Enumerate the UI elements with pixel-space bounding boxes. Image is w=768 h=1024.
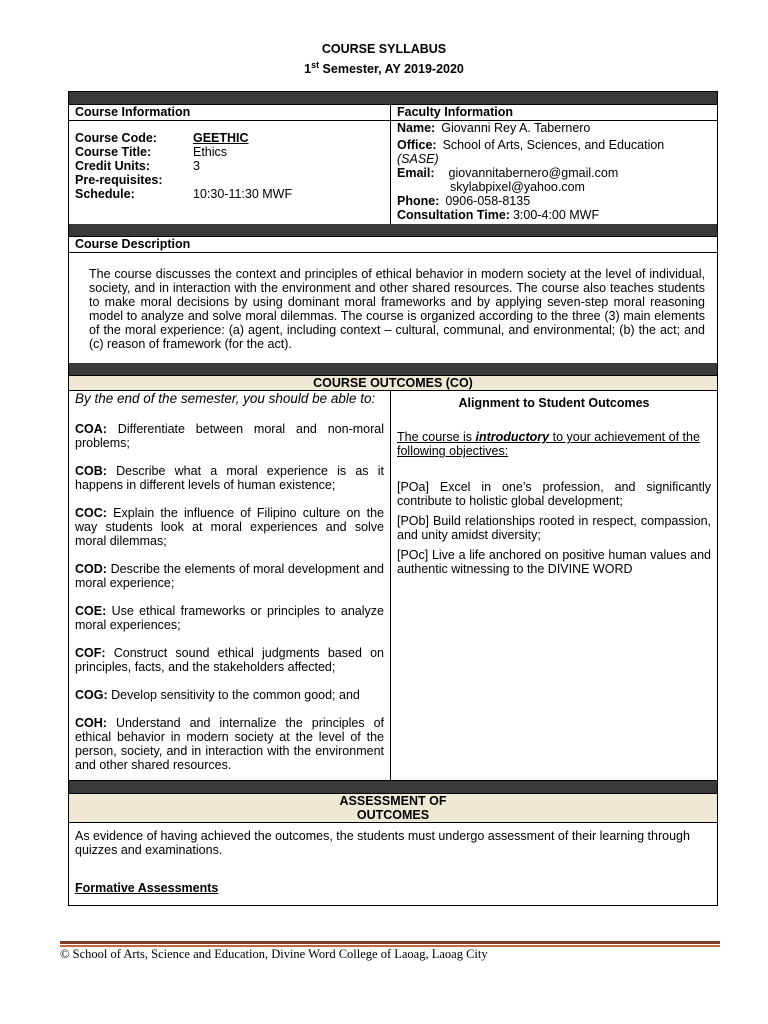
semester-text: Semester, AY 2019-2020	[319, 62, 464, 77]
outcome-code: COG:	[75, 688, 108, 702]
assessment-heading	[69, 793, 717, 823]
outcome-item	[75, 646, 384, 674]
outcome-code: COA:	[75, 422, 107, 436]
course-outcomes-panel	[69, 391, 391, 780]
phone-value: 0906-058-8135	[445, 194, 531, 208]
outcome-text: Describe the elements of moral development and moral experience;	[75, 562, 384, 590]
outcome-text: Explain the influence of Filipino culture on the way students look at moral experiences and solve moral dilemmas;	[75, 506, 384, 548]
course-outcomes-heading: COURSE OUTCOMES (CO)	[69, 375, 717, 391]
course-title-value: Ethics	[193, 145, 228, 159]
outcome-item	[75, 422, 384, 450]
email-primary[interactable]: giovannitabernero@gmail.com	[448, 166, 619, 180]
outcome-text: Develop sensitivity to the common good; and	[107, 688, 360, 702]
outcomes-row	[69, 391, 717, 780]
outcomes-intro: By the end of the semester, you should be able to:	[75, 391, 376, 406]
outcome-item	[75, 604, 384, 632]
dark-divider	[69, 780, 717, 793]
credit-units-label: Credit Units:	[75, 159, 150, 173]
course-description-heading: Course Description	[69, 236, 717, 253]
program-outcome-item: [POa] Excel in one’s profession, and significantly contribute to holistic global development;	[397, 480, 711, 508]
outcome-text: Construct sound ethical judgments based on principles, facts, and the stakeholders affected;	[75, 646, 384, 674]
outcome-code: COB:	[75, 464, 107, 478]
info-header-row	[69, 104, 717, 121]
office-abbreviation: (SASE)	[397, 152, 439, 166]
email-secondary[interactable]: skylabpixel@yahoo.com	[450, 180, 585, 194]
outcome-text: Describe what a moral experience is as it happens in different levels of human existence;	[75, 464, 384, 492]
outcome-text: Use ethical frameworks or principles to analyze moral experiences;	[75, 604, 384, 632]
semester-ordinal: st	[311, 60, 320, 70]
info-row	[69, 121, 717, 224]
schedule-label: Schedule:	[75, 187, 135, 201]
faculty-name-value: Giovanni Rey A. Tabernero	[441, 121, 591, 135]
assessment-text: As evidence of having achieved the outcomes, the students must undergo assessment of their learning through quizzes and examinations.	[75, 829, 690, 857]
alignment-heading: Alignment to Student Outcomes	[458, 396, 650, 410]
prerequisites-label: Pre-requisites:	[75, 173, 163, 187]
footer-copyright: © School of Arts, Science and Education, Divine Word College of Laoag, Laoag City	[60, 947, 488, 961]
faculty-name-label: Name:	[397, 121, 436, 135]
assessment-heading-line2: OUTCOMES	[356, 808, 430, 822]
outcome-item	[75, 506, 384, 548]
outcome-item	[75, 688, 384, 702]
semester-number: 1	[304, 62, 312, 77]
document-title: COURSE SYLLABUS	[321, 42, 447, 56]
footer-rule	[60, 941, 720, 944]
alignment-intro-post: to your achievement of the following objectives:	[397, 430, 700, 458]
course-code-value: GEETHIC	[193, 131, 249, 145]
phone-label: Phone:	[397, 194, 440, 208]
outcome-code: COF:	[75, 646, 106, 660]
alignment-intro	[397, 430, 711, 458]
course-info-heading: Course Information	[69, 105, 391, 120]
outcome-code: COE:	[75, 604, 107, 618]
outcome-code: COC:	[75, 506, 107, 520]
dark-divider	[69, 363, 717, 375]
formative-assessments-heading: Formative Assessments	[75, 881, 219, 895]
office-value: School of Arts, Sciences, and Education	[442, 138, 665, 152]
prerequisites-value	[193, 173, 384, 187]
faculty-info-panel	[391, 121, 717, 224]
dark-divider	[69, 224, 717, 236]
syllabus-table	[68, 91, 718, 906]
email-label: Email:	[397, 166, 435, 180]
dark-divider	[69, 92, 717, 104]
faculty-info-heading: Faculty Information	[397, 105, 513, 119]
outcome-item	[75, 562, 384, 590]
assessment-body	[69, 823, 717, 905]
course-code-label: Course Code:	[75, 131, 157, 145]
alignment-panel	[391, 391, 717, 780]
course-info-panel	[69, 121, 391, 224]
program-outcome-item: [POb] Build relationships rooted in respect, compassion, and unity amidst diversity;	[397, 514, 711, 542]
course-description-text: The course discusses the context and principles of ethical behavior in modern society at the level of individual, society, and in interaction with the environment and other shared resources. The course also teaches students to make moral decisions by using dominant moral frameworks and by applying seven-step moral reasoning model to analyze and solve moral dilemmas. The course is organized according to the three (3) main elements of the moral experience: (a) agent, including context – cultural, communal, and environmental; (b) the act; and (c) reason of framework (for the act).	[89, 267, 705, 351]
credit-units-value: 3	[193, 159, 200, 173]
schedule-value: 10:30-11:30 MWF	[193, 187, 293, 201]
outcome-item	[75, 464, 384, 492]
course-title-label: Course Title:	[75, 145, 152, 159]
outcome-text: Understand and internalize the principles of ethical behavior in modern society at the level of the person, society, and in interaction with the environment and other shared resources.	[75, 716, 384, 772]
assessment-heading-line1: ASSESSMENT OF	[339, 794, 447, 808]
outcome-code: COD:	[75, 562, 107, 576]
outcome-text: Differentiate between moral and non-moral problems;	[75, 422, 384, 450]
office-label: Office:	[397, 138, 437, 152]
alignment-intro-emphasis: introductory	[475, 430, 550, 444]
consultation-value: 3:00-4:00 MWF	[512, 208, 600, 222]
alignment-intro-pre: The course is	[397, 430, 476, 444]
consultation-label: Consultation Time:	[397, 208, 510, 222]
program-outcome-item: [POc] Live a life anchored on positive human values and authentic witnessing to the DIVINE WORD	[397, 548, 711, 576]
semester-line	[0, 60, 768, 76]
outcome-item	[75, 716, 384, 772]
outcome-code: COH:	[75, 716, 107, 730]
